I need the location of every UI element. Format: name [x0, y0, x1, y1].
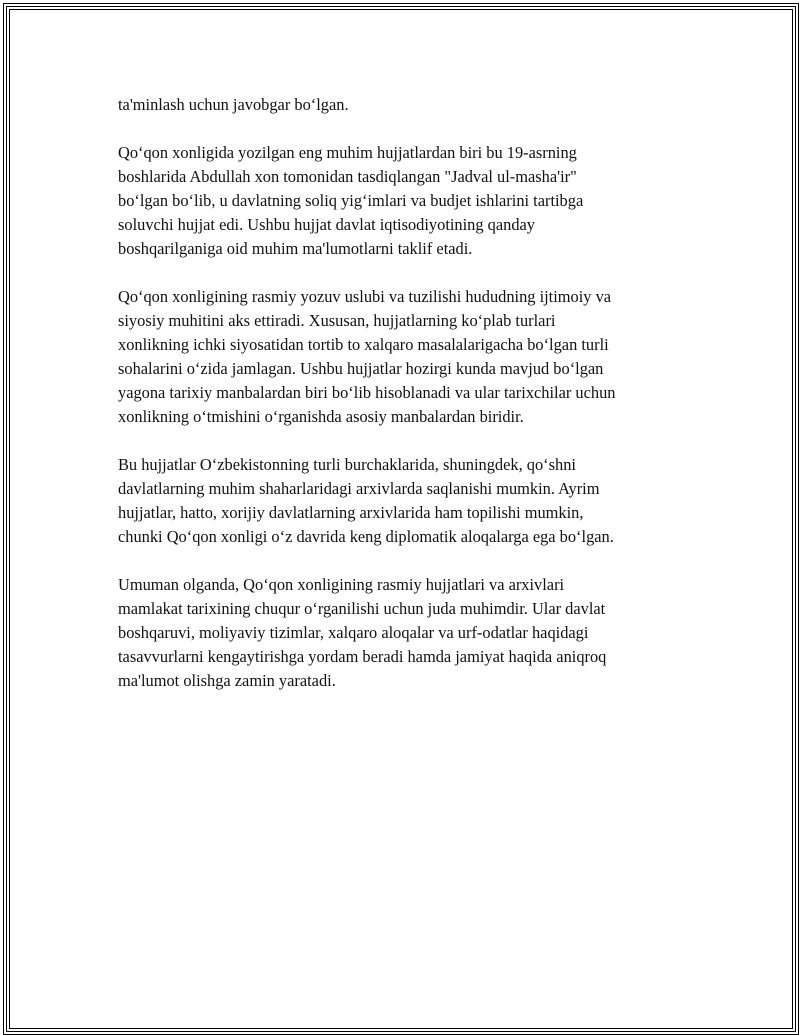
paragraph-1: ta'minlash uchun javobgar bo‘lgan.: [118, 95, 349, 114]
document-body: [118, 93, 690, 717]
paragraph-3: Qo‘qon xonligining rasmiy yozuv uslubi va tuzilishi hududning ijtimoiy va siyosiy muhitini aks ettiradi. Xususan, hujjatlarning ko‘plab turlari xonlikning ichki siyosatidan tortib to xalqaro masalalarigacha bo‘lgan turli sohalarini o‘zida jamlagan. Ushbu hujjatlar hozirgi kunda mavjud bo‘lgan yagona tarixiy manbalardan biri bo‘lib hisoblanadi va ular tarixchilar uchun xonlikning o‘tmishini o‘rganishda asosiy manbalardan biridir.: [118, 287, 616, 426]
paragraph-4: Bu hujjatlar O‘zbekistonning turli burchaklarida, shuningdek, qo‘shni davlatlarning muhim shaharlaridagi arxivlarda saqlanishi mumkin. Ayrim hujjatlar, hatto, xorijiy davlatlarning arxivlarida ham topilishi mumkin, chunki Qo‘qon xonligi o‘z davrida keng diplomatik aloqalarga ega bo‘lgan.: [118, 455, 614, 546]
paragraph-5: Umuman olganda, Qo‘qon xonligining rasmiy hujjatlari va arxivlari mamlakat tarixining chuqur o‘rganilishi uchun juda muhimdir. Ular davlat boshqaruvi, moliyaviy tizimlar, xalqaro aloqalar va urf-odatlar haqidagi tasavvurlarni kengaytirishga yordam beradi hamda jamiyat haqida aniqroq ma'lumot olishga zamin yaratadi.: [118, 575, 607, 690]
paragraph-2: Qo‘qon xonligida yozilgan eng muhim hujjatlardan biri bu 19-asrning boshlarida Abdullah xon tomonidan tasdiqlangan "Jadval ul-masha'ir" bo‘lgan bo‘lib, u davlatning soliq yig‘imlari va budjet ishlarini tartibga soluvchi hujjat edi. Ushbu hujjat davlat iqtisodiyotining qanday boshqarilganiga oid muhim ma'lumotlarni taklif etadi.: [118, 143, 584, 258]
